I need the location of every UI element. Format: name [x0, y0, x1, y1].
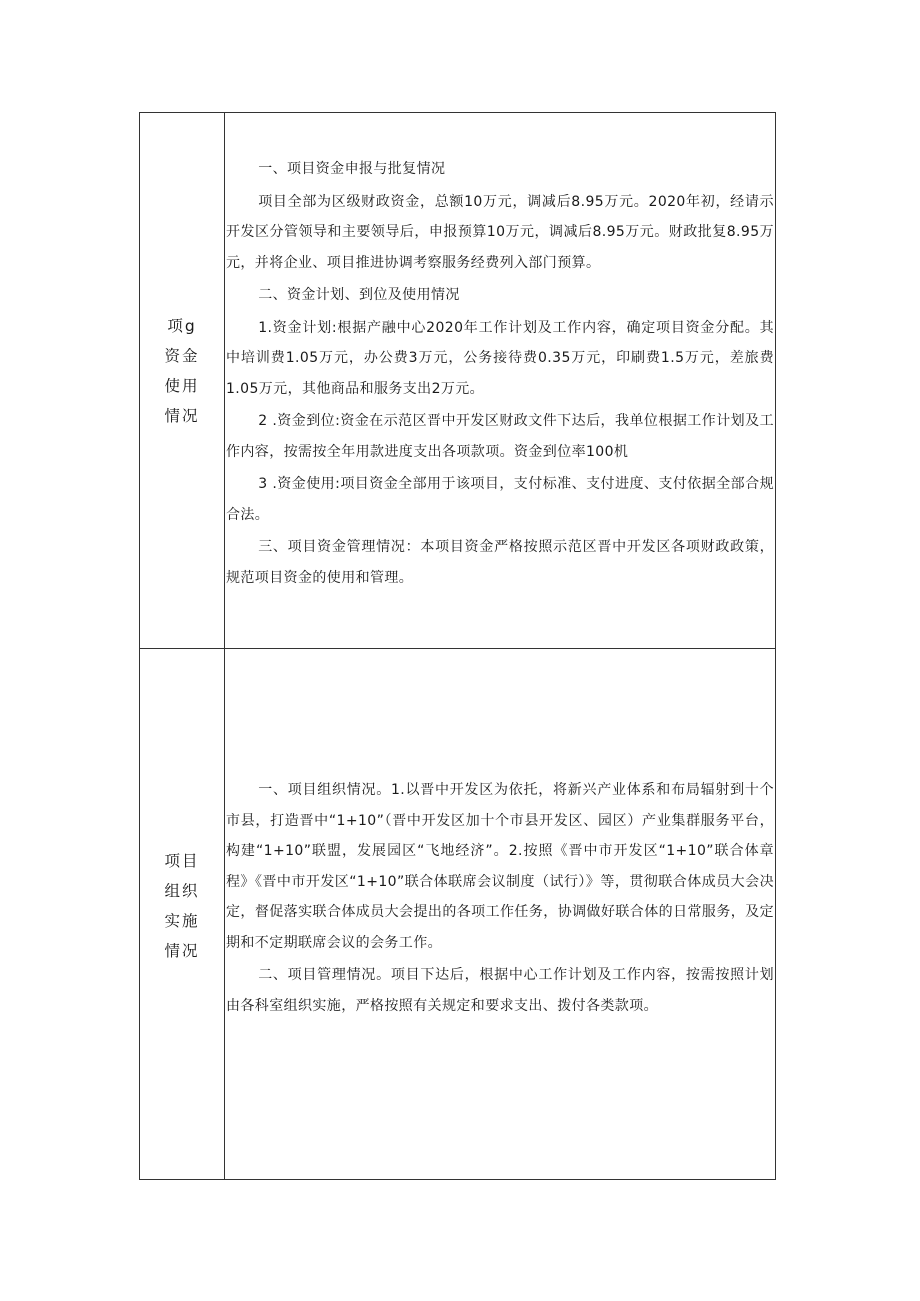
label-line: 项目 — [164, 852, 200, 870]
column-divider — [224, 649, 225, 1179]
label-line: 情况 — [164, 942, 200, 960]
paragraph: 1.资金计划:根据产融中心2020年工作计划及工作内容，确定项目资金分配。其中培训费1.05万元，办公费3万元，公务接待费0.35万元，印刷费1.5万元，差旅费1.05万元，其他商品和服务支出2万元。 — [226, 319, 774, 397]
paragraph: 2 .资金到位:资金在示范区晋中开发区财政文件下达后，我单位根据工作计划及工作内容，按需按全年用款进度支出各项款项。资金到位率100机 — [226, 413, 774, 460]
paragraph: 二、项目管理情况。项目下达后，根据中心工作计划及工作内容，按需按照计划由各科室组织实施，严格按照有关规定和要求支出、拨付各类款项。 — [226, 967, 774, 1014]
label-line: 情况 — [164, 407, 200, 425]
row-label-project-implementation — [140, 846, 224, 966]
row-fund-usage — [140, 113, 775, 649]
label-line: 资金 — [164, 347, 200, 365]
label-line: 组织 — [164, 882, 200, 900]
paragraph: 一、项目组织情况。1.以晋中开发区为依托，将新兴产业体系和布局辐射到十个市县，打造晋中“1+10”（晋中开发区加十个市县开发区、园区）产业集群服务平台，构建“1+10”联盟，发展园区“飞地经济”。2.按照《晋中市开发区“1+10”联合体章程》《晋中市开发区“1+10”联合体联席会议制度（试行）》等，贯彻联合体成员大会决定，督促落实联合体成员大会提出的各项工作任务，协调做好联合体的日常服务，及定期和不定期联席会议的会务工作。 — [226, 782, 774, 951]
content-fund-usage — [226, 154, 774, 595]
info-table — [139, 112, 776, 1180]
paragraph: 三、项目资金管理情况：本项目资金严格按照示范区晋中开发区各项财政政策，规范项目资金的使用和管理。 — [226, 539, 774, 586]
paragraph: 二、资金计划、到位及使用情况 — [258, 287, 460, 303]
row-project-implementation — [140, 649, 775, 1179]
label-line: 项g — [167, 317, 197, 335]
content-project-implementation — [226, 775, 774, 1023]
label-line: 实施 — [164, 912, 200, 930]
paragraph: 一、项目资金申报与批复情况 — [258, 161, 446, 177]
label-line: 使用 — [164, 377, 200, 395]
column-divider — [224, 113, 225, 648]
paragraph: 项目全部为区级财政资金，总额10万元，调减后8.95万元。2020年初，经请示开发区分管领导和主要领导后，申报预算10万元，调减后8.95万元。财政批复8.95万元，并将企业、项目推进协调考察服务经费列入部门预算。 — [226, 193, 774, 271]
row-label-fund-usage — [140, 311, 224, 431]
paragraph: 3 .资金使用:项目资金全部用于该项目，支付标准、支付进度、支付依据全部合规合法。 — [226, 476, 774, 523]
